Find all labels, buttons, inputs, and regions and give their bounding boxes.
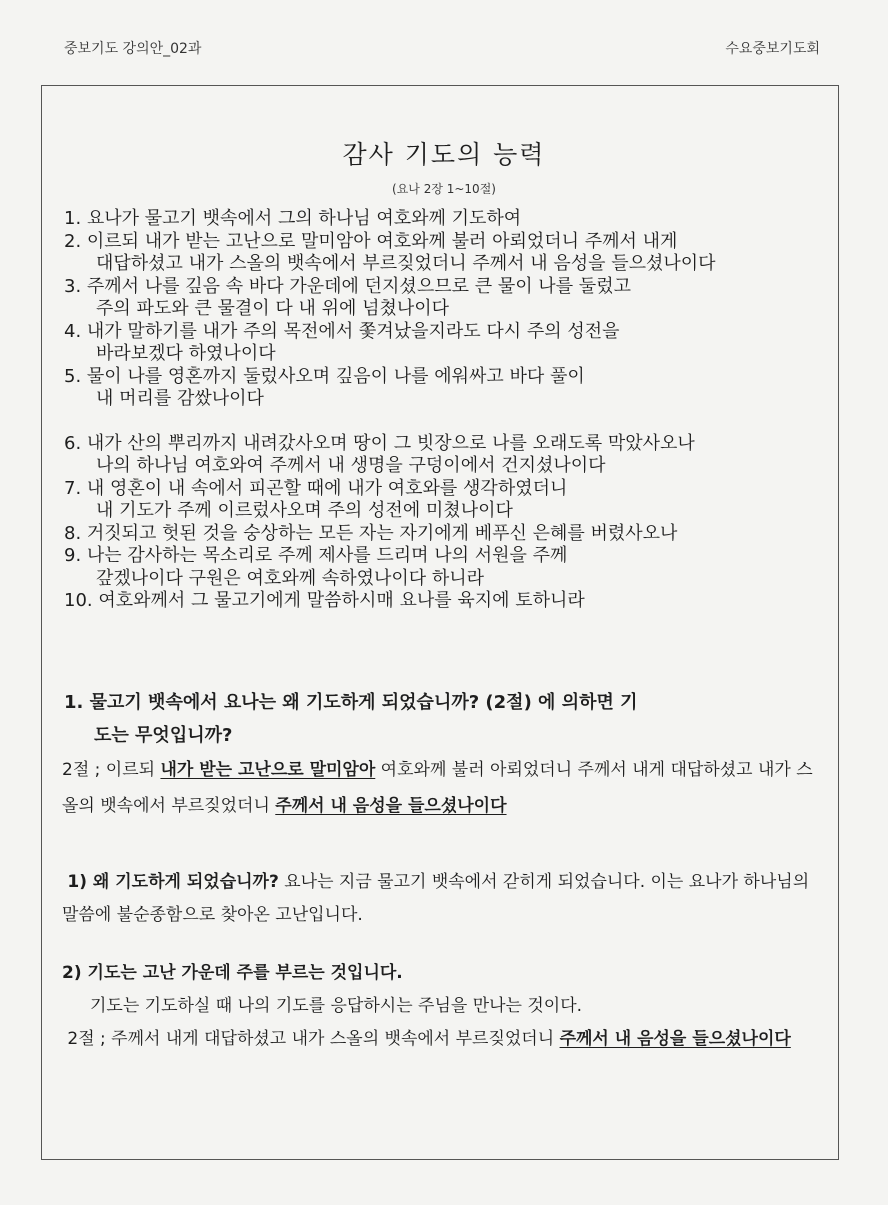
verse-continuation: 갚겠나이다 구원은 여호와께 속하였나이다 하니라 xyxy=(96,567,485,589)
verse-continuation: 나의 하나님 여호와여 주께서 내 생명을 구덩이에서 건지셨나이다 xyxy=(96,455,606,476)
question-1 xyxy=(64,686,824,752)
quote-text: 여호와께 불러 아뢰었더니 주께서 내게 대답하셨고 내가 스올의 뱃속에서 부르짖었더니 xyxy=(62,760,813,816)
verse-line: 2. 이르되 내가 받는 고난으로 말미암아 여호와께 불러 아뢰었더니 주께서 내게 xyxy=(64,230,678,252)
section-2-text: 기도는 기도하실 때 나의 기도를 응답하시는 주님을 만나는 것이다. xyxy=(90,996,583,1016)
verse-7 xyxy=(64,478,834,523)
page-title: 감사 기도의 능력 xyxy=(342,140,546,169)
verse-8 xyxy=(64,523,834,546)
verse-line: 9. 나는 감사하는 목소리로 주께 제사를 드리며 나의 서원을 주께 xyxy=(64,545,568,566)
quote-text: 2절 ; 이르되 xyxy=(62,760,161,780)
header-meeting-name: 수요중보기도회 xyxy=(725,41,820,57)
verse-6 xyxy=(64,433,834,478)
section-1-text: 요나는 지금 물고기 뱃속에서 갇히게 되었습니다. 이는 요나가 하나님의 말씀에 불순종함으로 찾아온 고난입니다. xyxy=(62,872,810,925)
header-course-title: 중보기도 강의안_02과 xyxy=(64,41,202,57)
scripture-block xyxy=(64,208,834,613)
verse-line: 6. 내가 산의 뿌리까지 내려갔사오며 땅이 그 빗장으로 나를 오래도록 막았사오나 xyxy=(64,432,695,454)
verse-line: 4. 내가 말하기를 내가 주의 목전에서 쫓겨났을지라도 다시 주의 성전을 xyxy=(64,320,620,342)
verse-line: 8. 거짓되고 헛된 것을 숭상하는 모든 자는 자기에게 베푸신 은혜를 버렸사오나 xyxy=(64,522,678,544)
section-2-heading: 2) 기도는 고난 가운데 주를 부르는 것입니다. xyxy=(62,963,403,983)
question-1-line: 1. 물고기 뱃속에서 요나는 왜 기도하게 되었습니까? (2절) 에 의하면 기 xyxy=(64,692,638,713)
verse-line: 10. 여호와께서 그 물고기에게 말씀하시매 요나를 육지에 토하니라 xyxy=(64,590,585,611)
verse-9 xyxy=(64,545,834,590)
verse-continuation: 내 기도가 주께 이르렀사오며 주의 성전에 미쳤나이다 xyxy=(96,500,513,521)
verse-5 xyxy=(64,366,834,411)
verse-3 xyxy=(64,276,834,321)
verse-line: 3. 주께서 나를 깊음 속 바다 가운데에 던지셨으므로 큰 물이 나를 둘렀고 xyxy=(64,275,631,297)
section-2 xyxy=(62,957,822,1056)
section-1 xyxy=(62,866,822,932)
verse-continuation: 내 머리를 감쌌나이다 xyxy=(96,388,264,409)
quote-underlined: 주께서 내 음성을 들으셨나이다 xyxy=(559,1029,791,1049)
question-1-line: 도는 무엇입니까? xyxy=(94,725,233,746)
verse-continuation: 대답하셨고 내가 스올의 뱃속에서 부르짖었더니 주께서 내 음성을 들으셨나이다 xyxy=(96,253,716,274)
verse-1 xyxy=(64,208,834,231)
verse-2-quote xyxy=(62,752,822,824)
verse-line: 1. 요나가 물고기 뱃속에서 그의 하나님 여호와께 기도하여 xyxy=(64,208,522,229)
verse-line: 7. 내 영혼이 내 속에서 피곤할 때에 내가 여호와를 생각하였더니 xyxy=(64,477,568,499)
verse-line: 5. 물이 나를 영혼까지 둘렀사오며 깊음이 나를 에워싸고 바다 풀이 xyxy=(64,365,585,387)
quote-text: 2절 ; 주께서 내게 대답하셨고 내가 스올의 뱃속에서 부르짖었더니 xyxy=(67,1029,560,1049)
verse-2 xyxy=(64,231,834,276)
verse-continuation: 주의 파도와 큰 물결이 다 내 위에 넘쳤나이다 xyxy=(96,298,450,319)
verse-10 xyxy=(64,590,834,613)
section-1-heading: 1) 왜 기도하게 되었습니까? xyxy=(67,872,279,892)
quote-underlined: 내가 받는 고난으로 말미암아 xyxy=(160,760,376,780)
verse-continuation: 바라보겠다 하였나이다 xyxy=(96,343,276,364)
verse-gap xyxy=(64,411,834,433)
scripture-reference: (요나 2장 1~10절) xyxy=(392,182,496,196)
quote-underlined: 주께서 내 음성을 들으셨나이다 xyxy=(275,796,507,816)
verse-4 xyxy=(64,321,834,366)
